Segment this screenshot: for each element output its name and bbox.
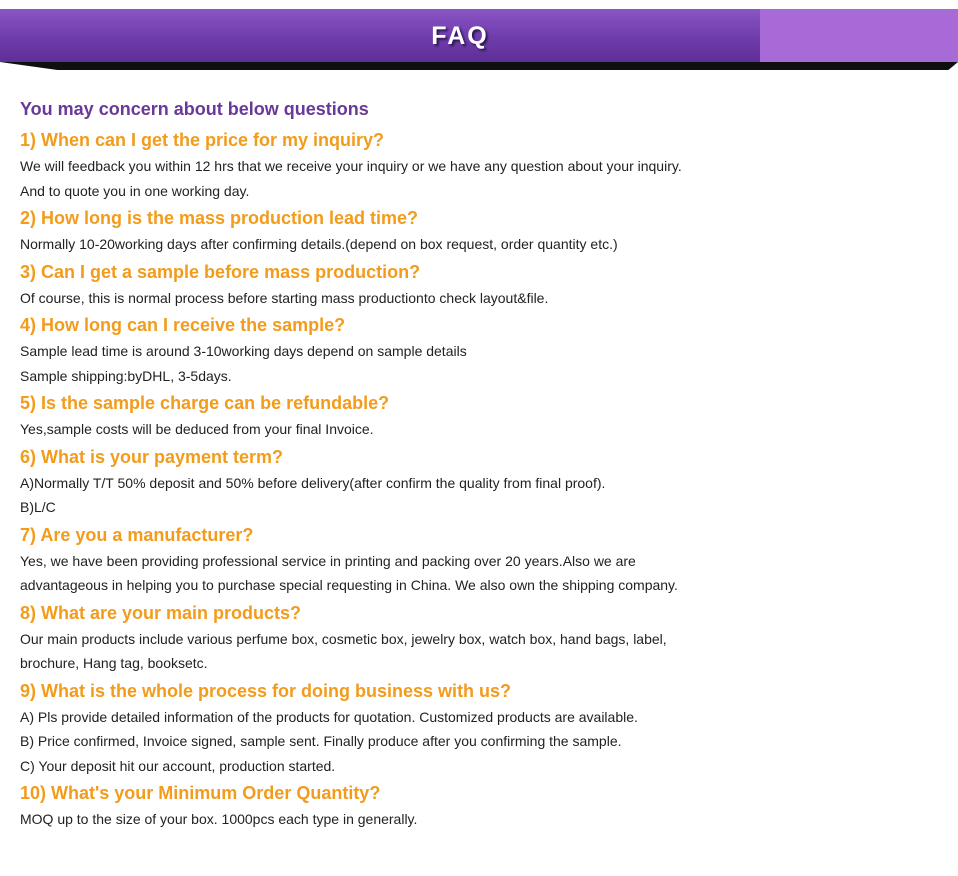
faq-question: 1) When can I get the price for my inquiry?	[20, 130, 385, 150]
faq-answer-line: Our main products include various perfume box, cosmetic box, jewelry box, watch box, hand bags, label,	[20, 630, 667, 647]
faq-item	[20, 445, 920, 520]
faq-answer	[20, 154, 920, 203]
faq-question: 2) How long is the mass production lead time?	[20, 208, 419, 228]
faq-answer-line: We will feedback you within 12 hrs that we receive your inquiry or we have any question about your inquiry.	[20, 158, 682, 174]
faq-answer	[20, 471, 920, 520]
faq-content	[20, 98, 920, 835]
faq-item	[20, 391, 920, 442]
faq-item	[20, 206, 920, 257]
faq-answer-line: And to quote you in one working day.	[20, 182, 250, 199]
faq-question: 6) What is your payment term?	[20, 446, 284, 467]
faq-answer	[20, 627, 920, 676]
faq-answer-line: B)L/C	[20, 499, 56, 515]
faq-question: 4) How long can I receive the sample?	[20, 315, 346, 335]
faq-answer	[20, 417, 920, 442]
faq-answer-line: A) Pls provide detailed information of the products for quotation. Customized products are available.	[20, 708, 638, 725]
faq-answer	[20, 807, 920, 832]
faq-item	[20, 781, 920, 832]
faq-answer-line: Of course, this is normal process before starting mass productionto check layout&file.	[20, 289, 549, 306]
faq-item	[20, 260, 920, 311]
faq-question: 10) What's your Minimum Order Quantity?	[20, 783, 381, 803]
faq-answer-line: advantageous in helping you to purchase special requesting in China. We also own the shipping company.	[20, 577, 678, 593]
faq-answer	[20, 705, 920, 779]
faq-answer-line: Yes, we have been providing professional service in printing and packing over 20 years.Also we are	[20, 552, 636, 569]
page-title: FAQ	[431, 22, 489, 50]
faq-item	[20, 128, 920, 203]
faq-answer	[20, 286, 920, 311]
faq-intro: You may concern about below questions	[20, 99, 369, 119]
banner-shadow-bar	[0, 62, 958, 70]
faq-question: 5) Is the sample charge can be refundable?	[20, 393, 390, 413]
faq-answer-line: Sample shipping:byDHL, 3-5days.	[20, 367, 232, 384]
faq-answer	[20, 232, 920, 257]
faq-question: 7) Are you a manufacturer?	[20, 524, 254, 545]
faq-item	[20, 679, 920, 779]
faq-answer-line: Normally 10-20working days after confirming details.(depend on box request, order quantity etc.)	[20, 236, 618, 252]
faq-banner	[0, 9, 958, 62]
faq-answer-line: A)Normally T/T 50% deposit and 50% before delivery(after confirm the quality from final proof).	[20, 474, 606, 491]
faq-answer-line: MOQ up to the size of your box. 1000pcs each type in generally.	[20, 811, 418, 827]
faq-question: 9) What is the whole process for doing business with us?	[20, 680, 512, 701]
faq-item	[20, 523, 920, 598]
faq-item	[20, 313, 920, 388]
faq-item	[20, 601, 920, 676]
faq-answer	[20, 339, 920, 388]
faq-answer	[20, 549, 920, 598]
faq-question: 3) Can I get a sample before mass production?	[20, 261, 421, 282]
faq-question: 8) What are your main products?	[20, 602, 302, 623]
faq-answer-line: Sample lead time is around 3-10working days depend on sample details	[20, 343, 467, 359]
faq-answer-line: Yes,sample costs will be deduced from your final Invoice.	[20, 421, 374, 437]
faq-answer-line: B) Price confirmed, Invoice signed, sample sent. Finally produce after you confirming the sample.	[20, 733, 622, 749]
faq-answer-line: brochure, Hang tag, booksetc.	[20, 655, 208, 671]
faq-answer-line: C) Your deposit hit our account, production started.	[20, 757, 336, 774]
